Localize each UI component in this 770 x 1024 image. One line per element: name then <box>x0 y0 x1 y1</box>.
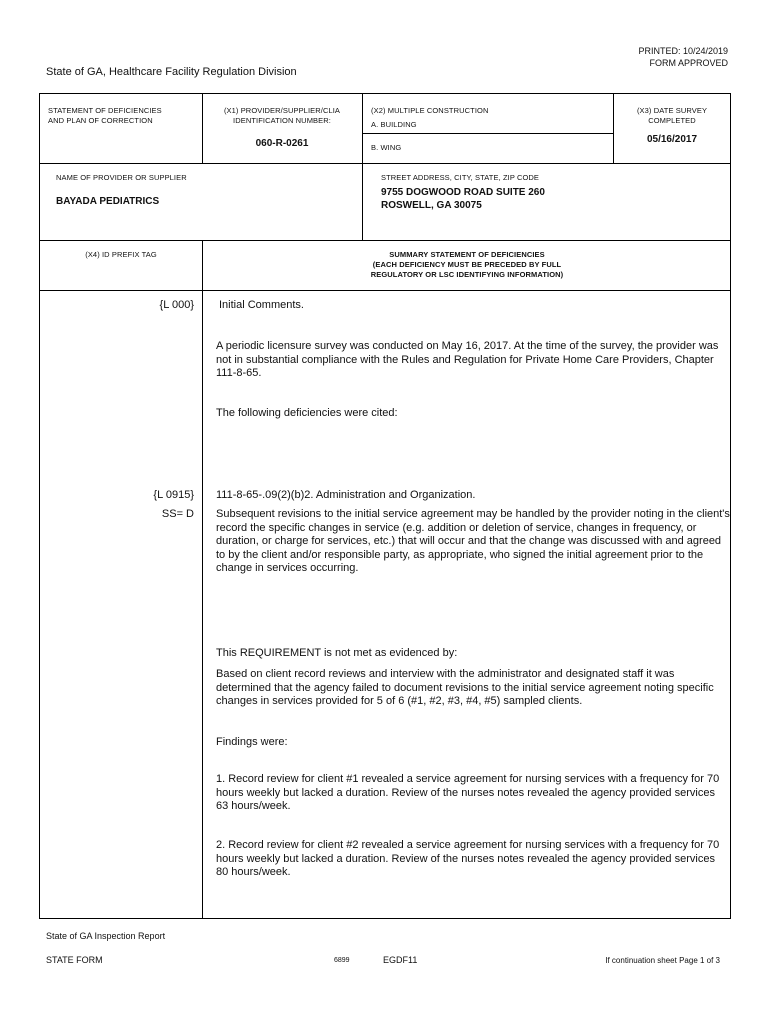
printed-date: PRINTED: 10/24/2019 <box>638 46 728 56</box>
summary-line3: REGULATORY OR LSC IDENTIFYING INFORMATION) <box>370 270 564 279</box>
statement-label: STATEMENT OF DEFICIENCIES AND PLAN OF CORRECTION <box>48 106 162 125</box>
provider-value: BAYADA PEDIATRICS <box>56 196 160 207</box>
tag-ss: SS= D <box>161 508 194 520</box>
building-wing-divider <box>363 133 613 134</box>
rule-title: 111-8-65-.09(2)(b)2. Administration and Organization. <box>216 489 476 501</box>
requirement-statement: This REQUIREMENT is not met as evidenced by: <box>216 647 458 659</box>
initial-comments: Initial Comments. <box>219 299 304 311</box>
col-divider-tag <box>202 240 203 919</box>
row-divider-1 <box>39 163 731 164</box>
x2-wing: B. WING <box>371 143 402 152</box>
summary-line1: SUMMARY STATEMENT OF DEFICIENCIES <box>389 250 545 259</box>
tag-l0915: {L 0915} <box>153 489 194 501</box>
based-on-paragraph: Based on client record reviews and interview with the administrator and designated staff it was determined that the agency failed to document revisions to the initial service agreement noting specific changes in services provided for 5 of 6 (#1, #2, #3, #4, #5) sampled clients. <box>216 668 714 707</box>
agency-name: State of GA, Healthcare Facility Regulation Division <box>46 66 297 78</box>
footer-state-form: STATE FORM <box>46 955 103 965</box>
address-line2: ROSWELL, GA 30075 <box>381 200 482 211</box>
rule-text: Subsequent revisions to the initial service agreement may be handled by the provider noting in the client's record the specific changes in service (e.g. addition or deletion of service, changes in frequency, or duration, or charge for services, etc.) that will occur and that the change was discussed with and agreed to by the client and/or responsible party, as appropriate, who signed the initial agreement prior to the change in services occurring. <box>216 508 730 574</box>
x1-value: 060-R-0261 <box>255 138 309 149</box>
address-line1: 9755 DOGWOOD ROAD SUITE 260 <box>381 187 545 198</box>
col-divider-address <box>362 163 363 240</box>
row-divider-3 <box>39 290 731 291</box>
row-divider-2 <box>39 240 731 241</box>
x4-label: (X4) ID PREFIX TAG <box>85 250 157 259</box>
summary-line2: (EACH DEFICIENCY MUST BE PRECEDED BY FULL <box>372 260 562 269</box>
address-label: STREET ADDRESS, CITY, STATE, ZIP CODE <box>381 173 540 182</box>
finding-2: 2. Record review for client #2 revealed a service agreement for nursing services with a frequency for 70 hours weekly but lacked a duration. Review of the nurses notes revealed the agency provided services 80 hours/week. <box>216 839 720 878</box>
tag-l000: {L 000} <box>159 299 194 311</box>
deficiencies-cited: The following deficiencies were cited: <box>216 407 398 419</box>
col-divider-2 <box>362 93 363 163</box>
footer-report: State of GA Inspection Report <box>46 931 166 941</box>
finding-1: 1. Record review for client #1 revealed a service agreement for nursing services with a frequency for 70 hours weekly but lacked a duration. Review of the nurses notes revealed the agency provided services 63 hours/week. <box>216 773 720 812</box>
x3-value: 05/16/2017 <box>646 134 698 145</box>
col-divider-1 <box>202 93 203 163</box>
x3-label: (X3) DATE SURVEY COMPLETED <box>636 106 708 125</box>
x1-label: (X1) PROVIDER/SUPPLIER/CLIA IDENTIFICATION NUMBER: <box>223 106 341 125</box>
x2-building: A. BUILDING <box>371 120 417 129</box>
footer-code: 6899 <box>334 957 350 964</box>
form-approved: FORM APPROVED <box>649 58 728 68</box>
x2-label: (X2) MULTIPLE CONSTRUCTION <box>371 106 489 115</box>
footer-event-id: EGDF11 <box>383 955 418 965</box>
footer-continuation: If continuation sheet Page 1 of 3 <box>605 956 720 965</box>
findings-heading: Findings were: <box>216 736 288 748</box>
survey-paragraph: A periodic licensure survey was conducted on May 16, 2017. At the time of the survey, the provider was not in substantial compliance with the Rules and Regulation for Private Home Care Providers, Chapter 111-8-65. <box>216 340 719 379</box>
provider-label: NAME OF PROVIDER OR SUPPLIER <box>56 173 187 182</box>
col-divider-3 <box>613 93 614 163</box>
